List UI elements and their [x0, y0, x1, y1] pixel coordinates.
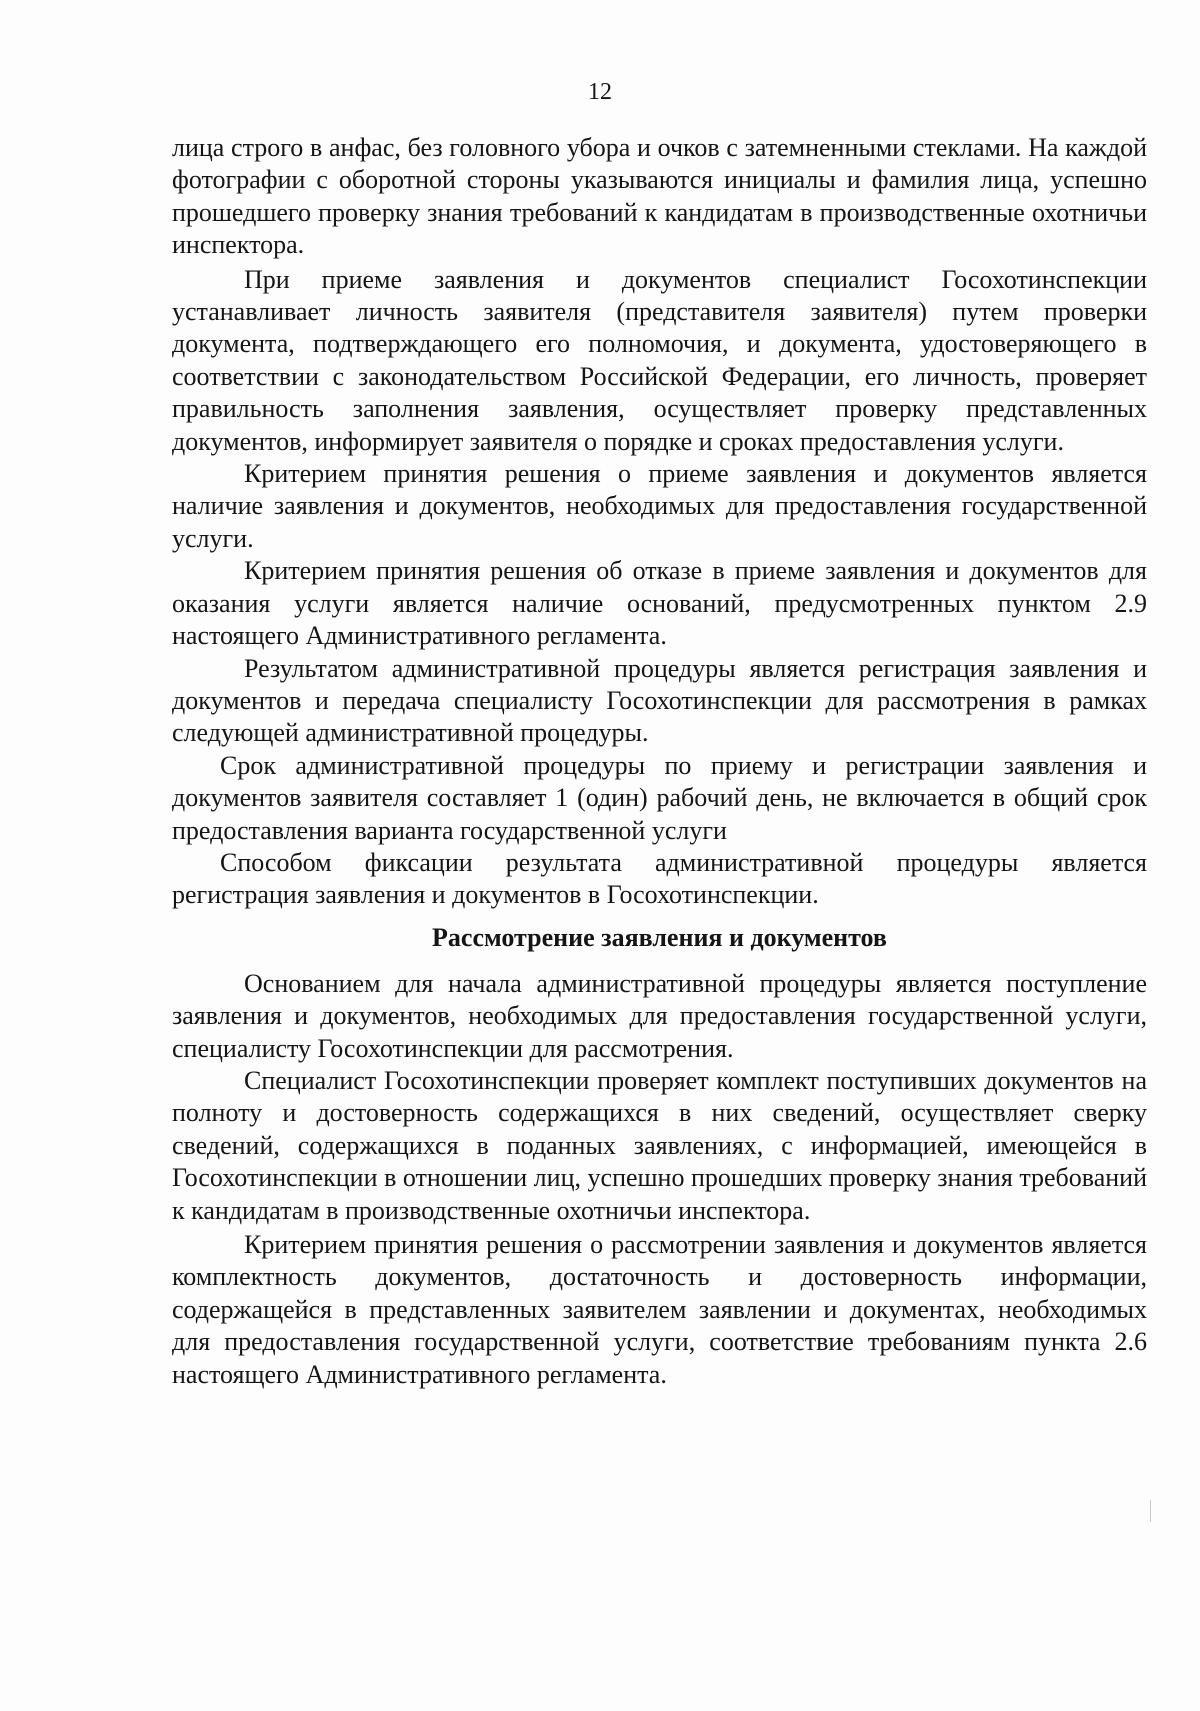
scan-mark [1150, 1500, 1151, 1522]
paragraph-refusal-criterion: Критерием принятия решения об отказе в приеме заявления и документов для оказания услуги является наличие оснований, предусмотренных пунктом 2.9 настоящего Административного регламента. [172, 556, 1147, 651]
paragraph-review-criterion: Критерием принятия решения о рассмотрении заявления и документов является комплектность документов, достаточность и достоверность информации, содержащейся в представленных заявителем заявлении и документах, необходимых для предоставления государственной услуги, соответствие требованиям пункта 2.6 настоящего Административного регламента. [172, 1230, 1147, 1389]
paragraph-procedure-basis: Основанием для начала административной процедуры является поступление заявления и документов, необходимых для предоставления государственной услуги, специалисту Госохотинспекции для рассмотрения. [172, 968, 1147, 1063]
paragraph-procedure-result: Результатом административной процедуры является регистрация заявления и документов и передача специалисту Госохотинспекции для рассмотрения в рамках следующей административной процедуры. [172, 653, 1147, 748]
paragraph-document-acceptance: При приеме заявления и документов специалист Госохотинспекции устанавливает личность заявителя (представителя заявителя) путем проверки документа, подтверждающего его полномочия, и документа, удостоверяющего в соответствии с законодательством Российской Федерации, его личность, проверяет правильность заполнения заявления, осуществляет проверку представленных документов, информирует заявителя о порядке и сроках предоставления услуги. [172, 264, 1147, 456]
paragraph-specialist-check: Специалист Госохотинспекции проверяет комплект поступивших документов на полноту и достоверность содержащихся в них сведений, осуществляет сверку сведений, содержащихся в поданных заявлениях, с информацией, имеющейся в Госохотинспекции в отношении лиц, успешно прошедших проверку знания требований к кандидатам в производственные охотничьи инспектора. [172, 1065, 1147, 1225]
paragraph-fixation-method: Способом фиксации результата административной процедуры является регистрация заявления и документов в Госохотинспекции. [172, 847, 1147, 910]
paragraph-continuation: лица строго в анфас, без головного убора и очков с затемненными стеклами. На каждой фотографии с оборотной стороны указываются инициалы и фамилия лица, успешно прошедшего проверку знания требований к кандидатам в производственные охотничьи инспектора. [172, 133, 1147, 260]
page-number: 12 [588, 79, 612, 105]
section-heading: Рассмотрение заявления и документов [432, 922, 887, 952]
paragraph-acceptance-criterion: Критерием принятия решения о приеме заявления и документов является наличие заявления и документов, необходимых для предоставления государственной услуги. [172, 459, 1147, 553]
paragraph-procedure-term: Срок административной процедуры по приему и регистрации заявления и документов заявителя составляет 1 (один) рабочий день, не включается в общий срок предоставления варианта государственной услуги [172, 750, 1147, 845]
document-body [172, 132, 1147, 1391]
